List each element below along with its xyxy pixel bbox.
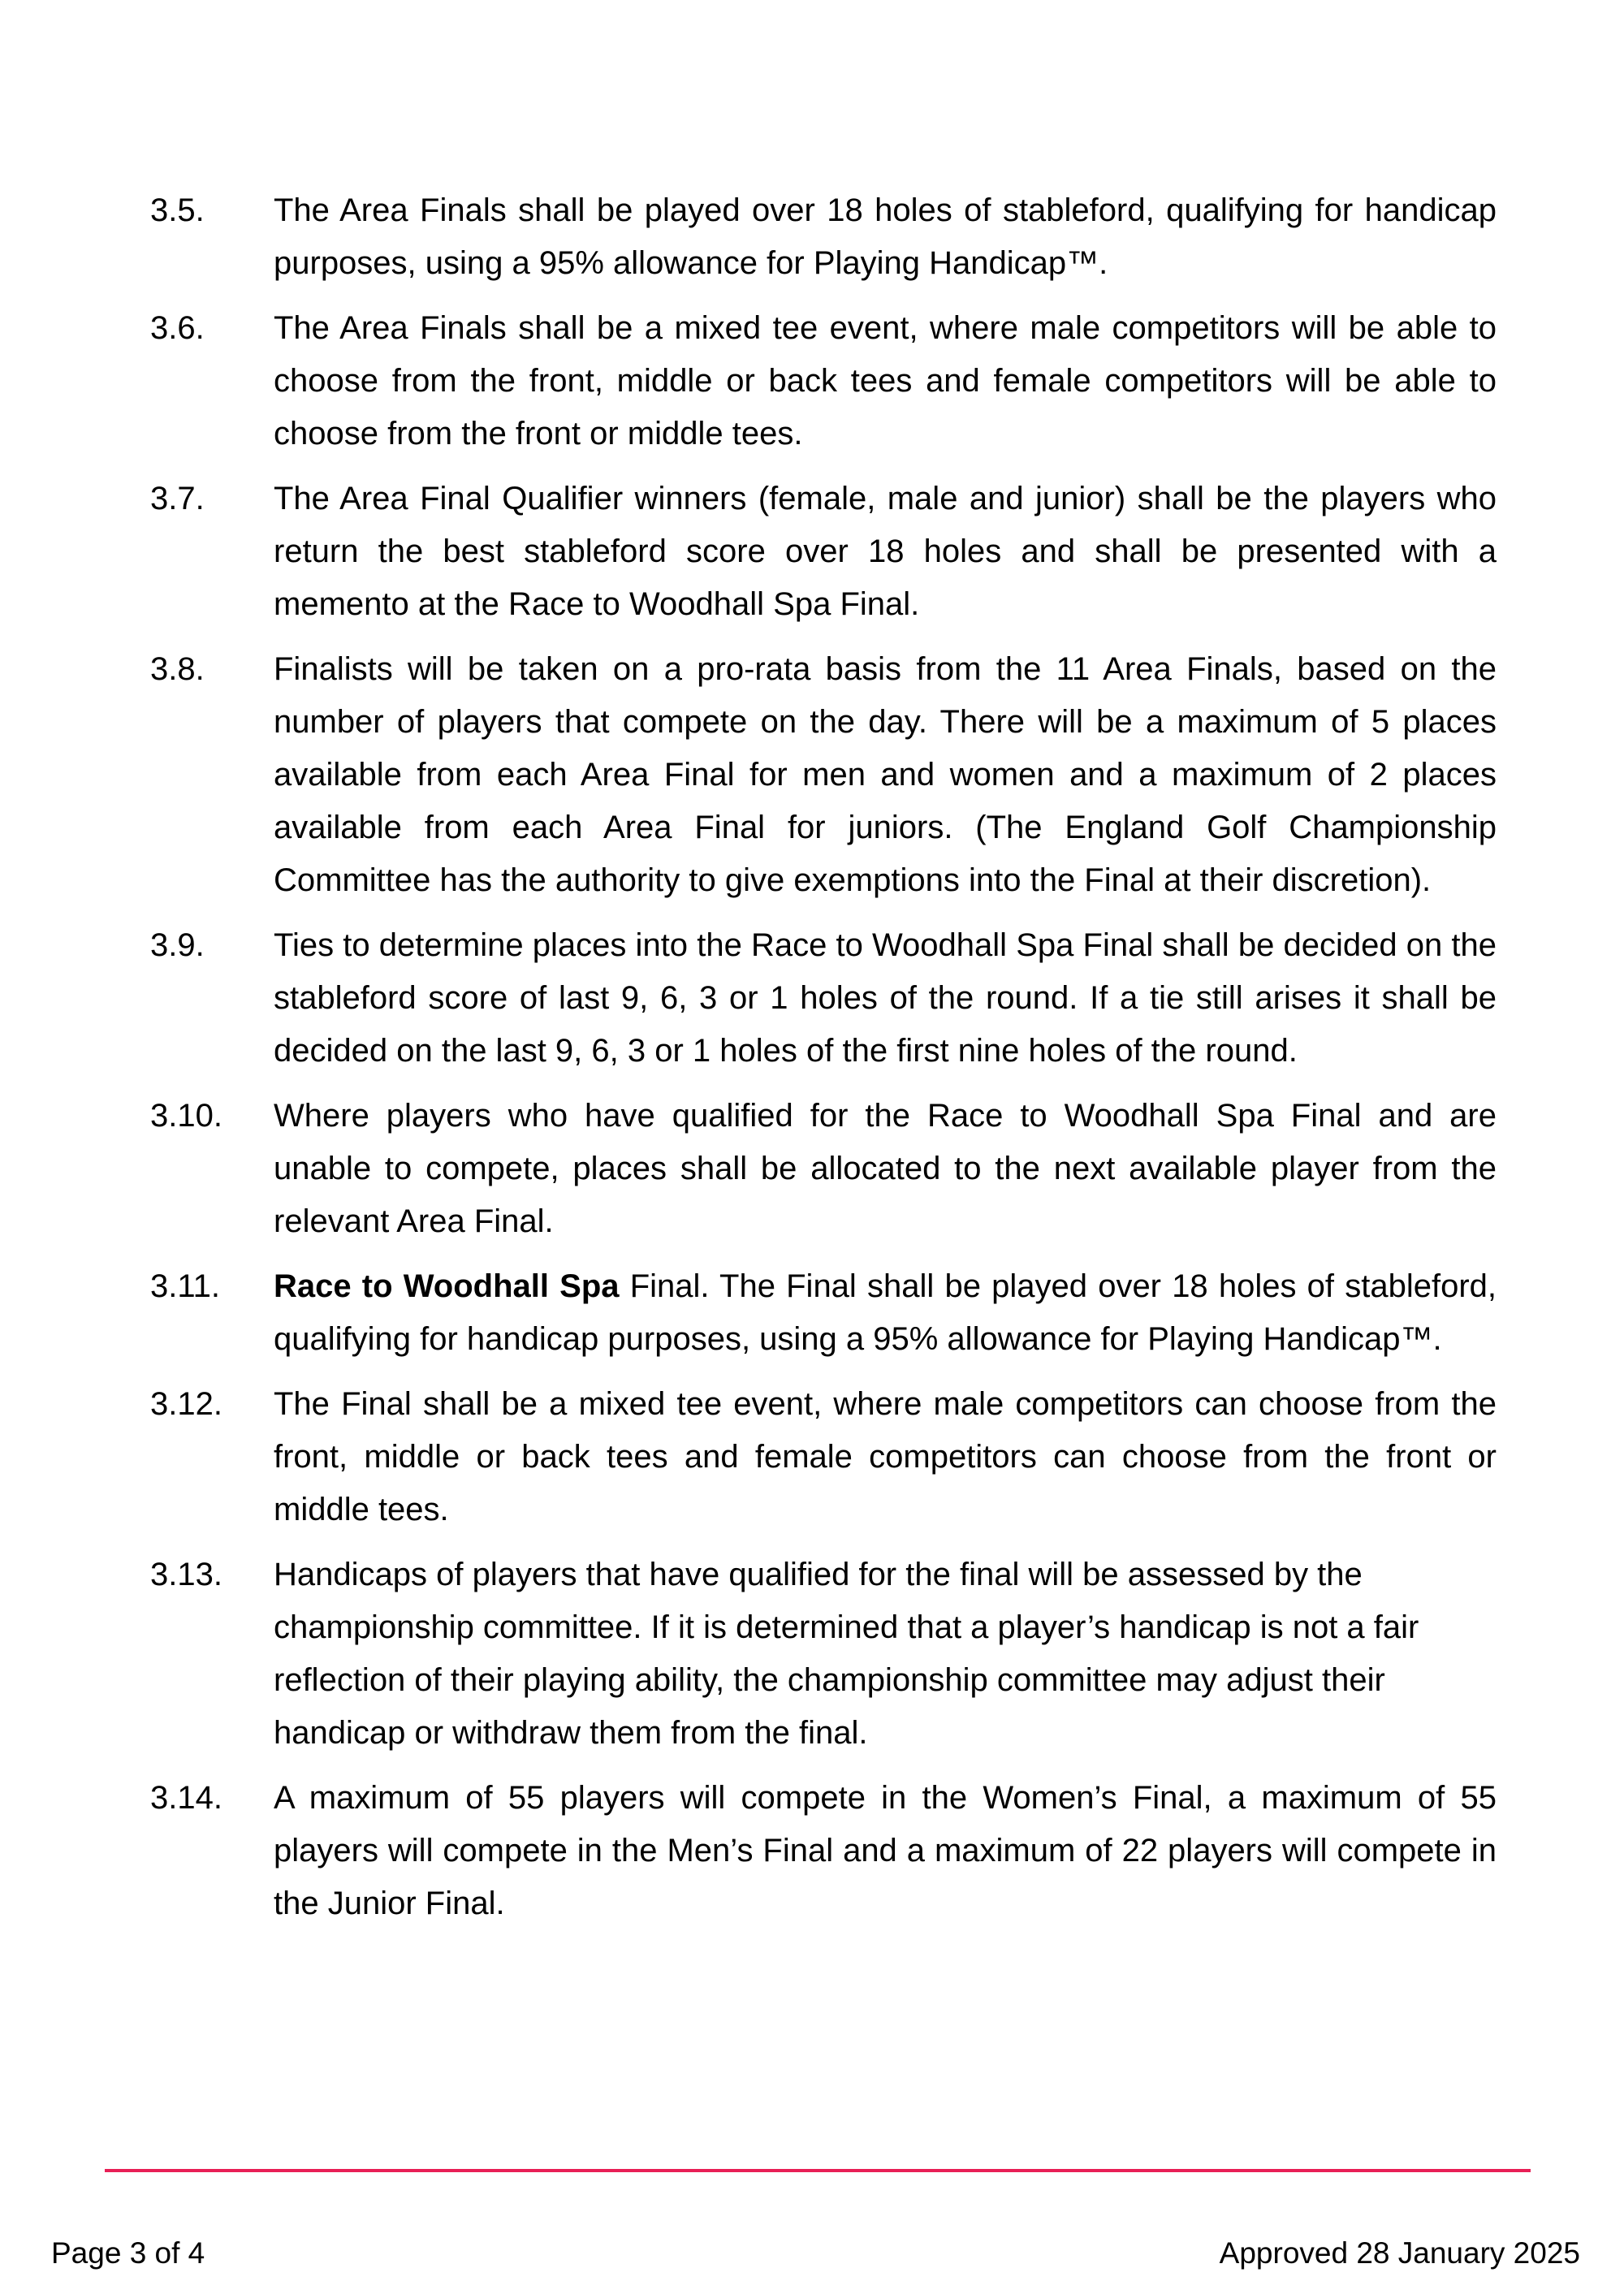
clause-number: 3.5. — [150, 192, 205, 228]
clause — [150, 1260, 1497, 1366]
clause-number: 3.7. — [150, 481, 205, 516]
clause-text: Race to Woodhall Spa Final. The Final shall be played over 18 holes of stableford, qualifying for handicap purposes, using a 95% allowance for Playing Handicap™. — [274, 1268, 1497, 1357]
clause — [150, 1378, 1497, 1536]
clause-text: The Area Finals shall be played over 18 holes of stableford, qualifying for handicap purposes, using a 95% allowance for Playing Handicap™. — [274, 192, 1497, 281]
footer-approved-label: Approved 28 January 2025 — [1219, 2236, 1580, 2270]
clause — [150, 302, 1497, 460]
clause-text: Handicaps of players that have qualified for the final will be assessed by the championship committee. If it is determined that a player’s handicap is not a fair reflection of their playing ability, the championship committee may adjust their handicap or withdraw them from the final. — [274, 1557, 1419, 1751]
clause — [150, 919, 1497, 1078]
clause — [150, 473, 1497, 631]
clause-number: 3.11. — [150, 1268, 220, 1304]
clause-text: The Final shall be a mixed tee event, where male competitors can choose from the front, middle or back tees and female competitors can choose from the front or middle tees. — [274, 1386, 1497, 1527]
clause — [150, 184, 1497, 290]
clause-text: A maximum of 55 players will compete in the Women’s Final, a maximum of 55 players will compete in the Men’s Final and a maximum of 22 players will compete in the Junior Final. — [274, 1780, 1497, 1921]
clause-text: Where players who have qualified for the Race to Woodhall Spa Final and are unable to compete, places shall be allocated to the next available player from the relevant Area Final. — [274, 1098, 1497, 1239]
clause-list — [150, 184, 1497, 1942]
clause-number: 3.13. — [150, 1557, 222, 1592]
clause-number: 3.12. — [150, 1386, 222, 1422]
clause-number: 3.10. — [150, 1098, 222, 1134]
clause-text: Ties to determine places into the Race to Woodhall Spa Final shall be decided on the stableford score of last 9, 6, 3 or 1 holes of the round. If a tie still arises it shall be decided on the last 9, 6, 3 or 1 holes of the first nine holes of the round. — [274, 927, 1497, 1069]
clause — [150, 1090, 1497, 1248]
clause — [150, 1549, 1497, 1760]
clause-text: The Area Final Qualifier winners (female, male and junior) shall be the players who return the best stableford score over 18 holes and shall be presented with a memento at the Race to Woodhall Spa Final. — [274, 481, 1497, 622]
footer-page-label: Page 3 of 4 — [51, 2236, 205, 2270]
footer-rule — [105, 2169, 1531, 2172]
clause-number: 3.9. — [150, 927, 205, 963]
clause-text: The Area Finals shall be a mixed tee event, where male competitors will be able to choose from the front, middle or back tees and female competitors will be able to choose from the front or middle tees. — [274, 310, 1497, 451]
clause-bold-lead: Race to Woodhall Spa — [274, 1268, 620, 1304]
clause — [150, 1772, 1497, 1930]
clause — [150, 643, 1497, 907]
clause-number: 3.14. — [150, 1780, 222, 1816]
clause-number: 3.8. — [150, 651, 205, 687]
clause-number: 3.6. — [150, 310, 205, 346]
clause-text: Finalists will be taken on a pro-rata basis from the 11 Area Finals, based on the number of players that compete on the day. There will be a maximum of 5 places available from each Area Final for men and women and a maximum of 2 places available from each Area Final for juniors. (The England Golf Championship Committee has the authority to give exemptions into the Final at their discretion). — [274, 651, 1497, 898]
